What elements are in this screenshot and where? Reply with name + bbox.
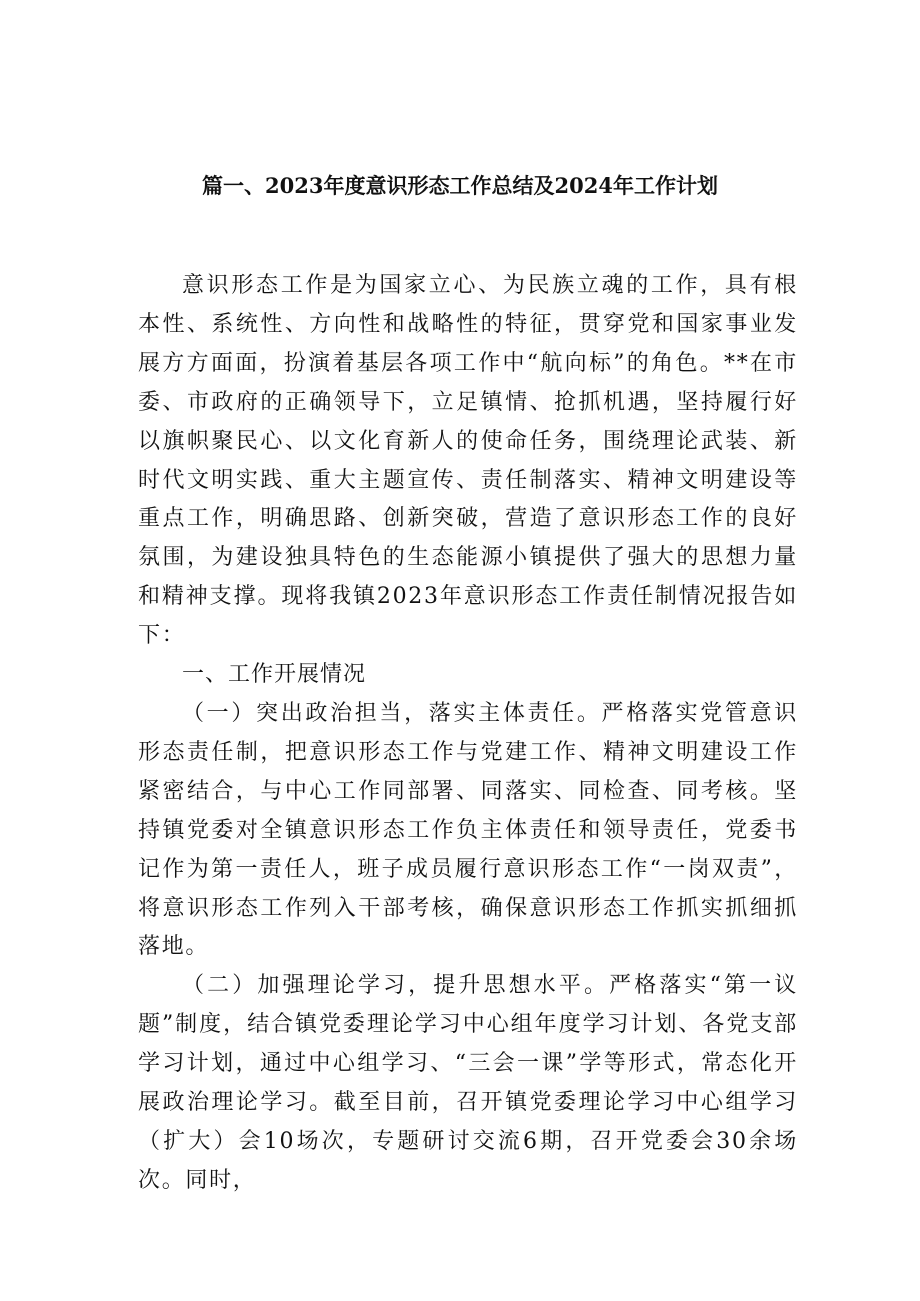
document-body xyxy=(138,267,798,1201)
section-heading-work-progress: 一、工作开展情况 xyxy=(182,662,367,688)
paragraph-theory-study: （二）加强理论学习，提升思想水平。严格落实“第一议题”制度，结合镇党委理论学习中心组年度学习计划、各党支部学习计划，通过中心组学习、“三会一课”学等形式，常态化开展政治理论学习。截至目前，召开镇党委理论学习中心组学习（扩大）会10场次，专题研讨交流6期，召开党委会30余场次。同时， xyxy=(138,973,798,1193)
document-title: 篇一、2023年度意识形态工作总结及2024年工作计划 xyxy=(202,173,718,198)
paragraph-intro: 意识形态工作是为国家立心、为民族立魂的工作，具有根本性、系统性、方向性和战略性的特征，贯穿党和国家事业发展方方面面，扮演着基层各项工作中“航向标”的角色。**在市委、市政府的正确领导下，立足镇情、抢抓机遇，坚持履行好以旗帜聚民心、以文化育新人的使命任务，围绕理论武装、新时代文明实践、重大主题宣传、责任制落实、精神文明建设等重点工作，明确思路、创新突破，营造了意识形态工作的良好氛围，为建设独具特色的生态能源小镇提供了强大的思想力量和精神支撑。现将我镇2023年意识形态工作责任制情况报告如下： xyxy=(138,273,798,649)
paragraph-political-responsibility: （一）突出政治担当，落实主体责任。严格落实党管意识形态责任制，把意识形态工作与党建工作、精神文明建设工作紧密结合，与中心工作同部署、同落实、同检查、同考核。坚持镇党委对全镇意识形态工作负主体责任和领导责任，党委书记作为第一责任人，班子成员履行意识形态工作“一岗双责”，将意识形态工作列入干部考核，确保意识形态工作抓实抓细抓落地。 xyxy=(138,700,798,960)
